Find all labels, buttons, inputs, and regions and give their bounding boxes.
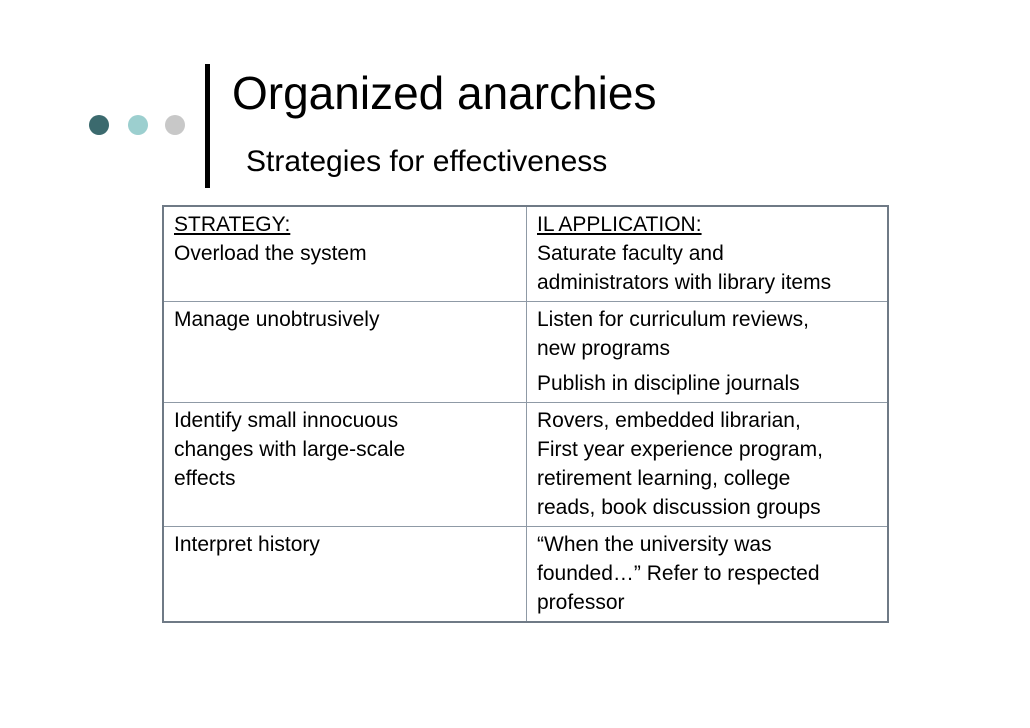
decorative-dot-dark xyxy=(89,115,109,135)
strategy-cell xyxy=(163,206,527,302)
slide-subtitle: Strategies for effectiveness xyxy=(246,145,608,178)
table-row xyxy=(163,302,888,403)
application-text: Rovers, embedded librarian, xyxy=(537,409,801,432)
title-divider-bar xyxy=(205,64,210,188)
strategy-text: Manage unobtrusively xyxy=(174,308,380,331)
strategy-text: Overload the system xyxy=(174,242,367,265)
application-cell xyxy=(527,527,889,623)
strategy-cell xyxy=(163,302,527,403)
application-text: administrators with library items xyxy=(537,271,832,294)
strategy-text: changes with large-scale xyxy=(174,438,406,461)
table-row xyxy=(163,403,888,527)
application-cell xyxy=(527,403,889,527)
application-text: “When the university was xyxy=(537,533,772,556)
application-text: professor xyxy=(537,591,625,614)
strategy-text: Interpret history xyxy=(174,533,320,556)
application-text: founded…” Refer to respected xyxy=(537,562,820,585)
strategy-header: STRATEGY: xyxy=(174,213,291,236)
strategy-text: Identify small innocuous xyxy=(174,409,399,432)
strategy-cell xyxy=(163,527,527,623)
application-text: First year experience program, xyxy=(537,438,823,461)
application-text: new programs xyxy=(537,337,671,360)
decorative-dot-teal xyxy=(128,115,148,135)
application-header: IL APPLICATION: xyxy=(537,213,702,236)
application-cell xyxy=(527,206,889,302)
application-text: retirement learning, college xyxy=(537,467,791,490)
table-row xyxy=(163,527,888,623)
strategy-table xyxy=(162,205,889,623)
application-text: Saturate faculty and xyxy=(537,242,724,265)
application-text: Publish in discipline journals xyxy=(537,372,800,395)
strategy-cell xyxy=(163,403,527,527)
application-cell xyxy=(527,302,889,403)
table-row xyxy=(163,206,888,302)
strategy-text: effects xyxy=(174,467,236,490)
decorative-dot-gray xyxy=(165,115,185,135)
application-text: Listen for curriculum reviews, xyxy=(537,308,809,331)
application-text: reads, book discussion groups xyxy=(537,496,821,519)
slide-title: Organized anarchies xyxy=(232,67,657,119)
